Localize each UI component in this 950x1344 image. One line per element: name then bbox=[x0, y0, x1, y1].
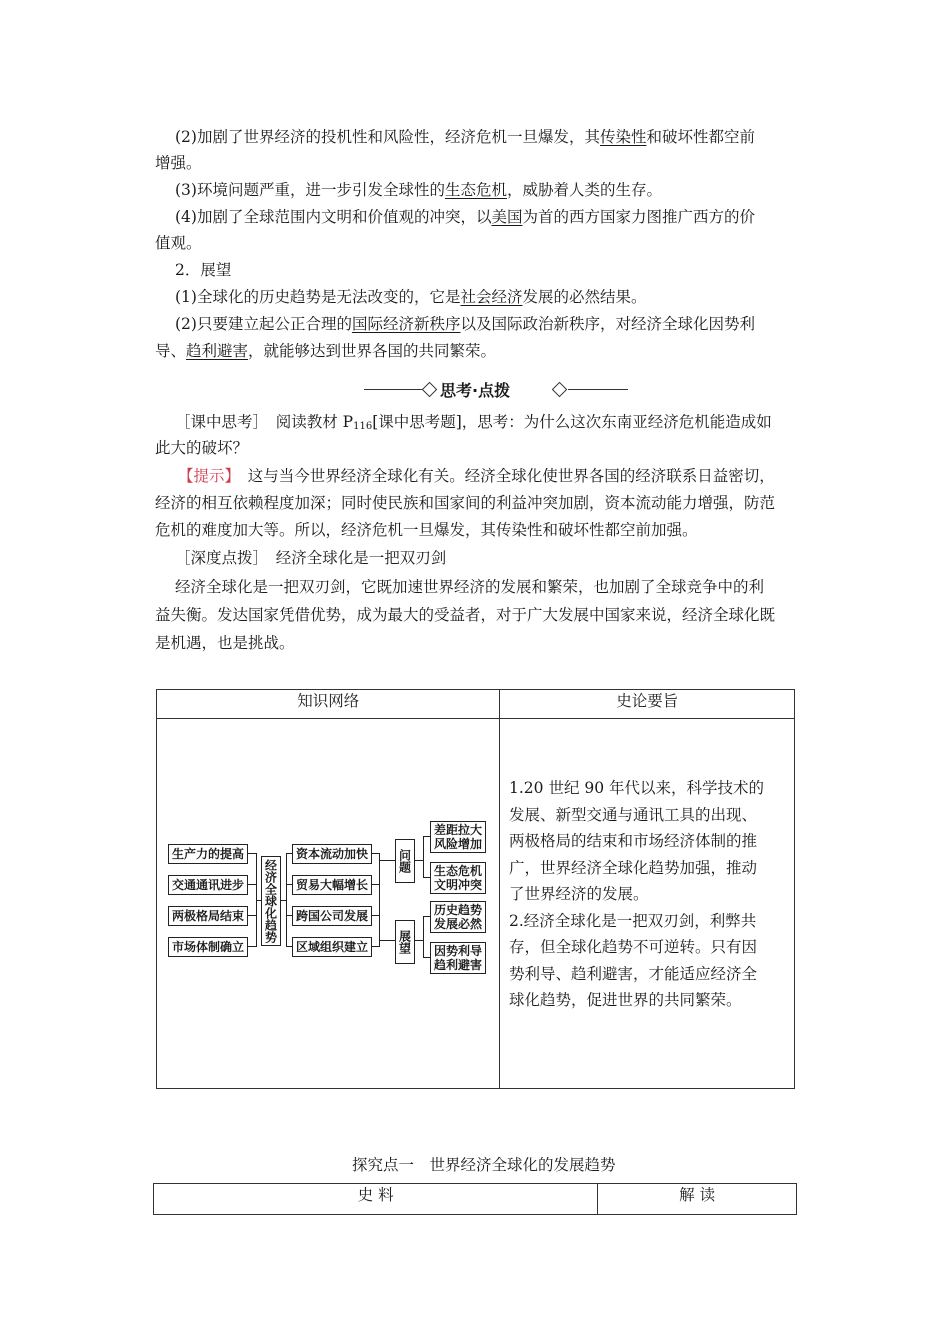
outlook-2-cont: 导、趋利避害，就能够达到世界各国的共同繁荣。 bbox=[155, 342, 497, 360]
think-question-cont: 此大的破坏？ bbox=[155, 439, 249, 457]
cause-box: 交通通讯进步 bbox=[168, 875, 248, 895]
table-header-summary: 史论要旨 bbox=[500, 690, 795, 719]
summary-line: 2.经济全球化是一把双刃剑，利弊共 bbox=[509, 911, 757, 930]
heading-outlook: 2．展望 bbox=[175, 261, 232, 279]
outlook-label-box: 展望 bbox=[395, 920, 415, 964]
trend-box: 跨国公司发展 bbox=[292, 906, 372, 926]
summary-line: 了世界经济的发展。 bbox=[509, 885, 649, 903]
hint-paragraph: 【提示】 这与当今世界经济全球化有关。经济全球化使世界各国的经济联系日益密切， bbox=[178, 467, 775, 485]
connector bbox=[423, 916, 430, 917]
paragraph-4: (4)加剧了全球范围内文明和价值观的冲突，以美国为首的西方国家力图推广西方的价 bbox=[175, 208, 755, 226]
connector bbox=[380, 860, 395, 861]
underline-term: 国际经济新秩序 bbox=[351, 315, 461, 333]
deep-line-1: 经济全球化是一把双刃剑，它既加速世界经济的发展和繁荣，也加剧了全球竞争中的利 bbox=[175, 578, 765, 596]
deep-line-3: 是机遇，也是挑战。 bbox=[155, 634, 295, 652]
connector bbox=[414, 940, 423, 941]
summary-line: 广，世界经济全球化趋势加强，推动 bbox=[509, 858, 758, 877]
paragraph-2-cont: 增强。 bbox=[155, 154, 202, 172]
paragraph-4-cont: 值观。 bbox=[155, 234, 202, 252]
diamond-icon bbox=[552, 382, 568, 398]
think-question: ［课中思考］ 阅读教材 $P_{116}$[课中思考题]，思考：为什么这次东南亚经济危机能造成如 bbox=[175, 413, 772, 432]
problem-label-box: 问题 bbox=[395, 839, 415, 883]
summary-text bbox=[509, 775, 764, 1014]
connector bbox=[423, 916, 424, 958]
outlook-2: (2)只要建立起公正合理的国际经济新秩序以及国际政治新秩序，对经济全球化因势利 bbox=[175, 315, 755, 333]
section-divider bbox=[364, 378, 630, 400]
connector bbox=[423, 877, 430, 878]
explore-title: 探究点一 世界经济全球化的发展趋势 bbox=[352, 1156, 616, 1174]
underline-term: 美国 bbox=[491, 208, 523, 226]
connector bbox=[371, 946, 379, 947]
explore-table bbox=[153, 1183, 797, 1215]
connector bbox=[247, 884, 256, 885]
divider-line-right bbox=[568, 389, 628, 390]
summary-line: 存，但全球化趋势不可逆转。只有因 bbox=[509, 938, 758, 956]
summary-line: 球化趋势，促进世界的共同繁荣。 bbox=[509, 991, 742, 1009]
table-header-network: 知识网络 bbox=[157, 690, 500, 719]
summary-line: 1.20 世纪 90 年代以来，科学技术的 bbox=[509, 779, 765, 797]
summary-line: 两极格局的结束和市场经济体制的推 bbox=[509, 832, 758, 850]
divider-line-left bbox=[364, 389, 424, 390]
hint-line-2: 经济的相互依赖程度加深；同时使民族和国家间的利益冲突加剧，资本流动能力增强，防范 bbox=[155, 494, 776, 512]
connector bbox=[380, 940, 395, 941]
connector bbox=[379, 853, 380, 947]
explore-col-reading: 解 读 bbox=[598, 1184, 797, 1215]
problem-box: 差距拉大风险增加 bbox=[430, 821, 486, 853]
deep-label: ［深度点拨］ 经济全球化是一把双刃剑 bbox=[175, 549, 447, 567]
connector bbox=[414, 860, 423, 861]
hint-label: 【提示】 bbox=[178, 467, 233, 485]
connector bbox=[247, 853, 256, 854]
connector bbox=[371, 884, 379, 885]
connector bbox=[247, 946, 256, 947]
outlook-box: 因势利导趋利避害 bbox=[430, 942, 486, 974]
connector bbox=[423, 836, 424, 878]
explore-col-source: 史 料 bbox=[154, 1184, 598, 1215]
connector bbox=[371, 853, 379, 854]
connector bbox=[286, 853, 287, 947]
diamond-icon bbox=[422, 382, 438, 398]
cause-box: 两极格局结束 bbox=[168, 906, 248, 926]
hint-line-3: 危机的难度加大等。所以，经济危机一旦爆发，其传染性和破坏性都空前加强。 bbox=[155, 521, 698, 539]
underline-term: 趋利避害 bbox=[186, 342, 249, 360]
trend-box: 区域组织建立 bbox=[292, 937, 372, 957]
connector bbox=[371, 915, 379, 916]
underline-term: 生态危机 bbox=[444, 181, 507, 199]
summary-line: 势利导、趋利避害，才能适应经济全 bbox=[509, 964, 758, 983]
connector bbox=[423, 957, 430, 958]
connector bbox=[423, 836, 430, 837]
section-title: 思考·点拨 bbox=[440, 381, 511, 400]
summary-line: 发展、新型交通与通讯工具的出现、 bbox=[509, 805, 758, 824]
paragraph-2: (2)加剧了世界经济的投机性和风险性，经济危机一旦爆发，其传染性和破坏性都空前 bbox=[175, 128, 755, 146]
cause-box: 市场体制确立 bbox=[168, 937, 248, 957]
connector bbox=[247, 915, 256, 916]
trend-box: 贸易大幅增长 bbox=[292, 875, 372, 895]
trend-box: 资本流动加快 bbox=[292, 844, 372, 864]
problem-box: 生态危机文明冲突 bbox=[430, 862, 486, 894]
underline-term: 传染性 bbox=[599, 128, 647, 146]
paragraph-3: (3)环境问题严重，进一步引发全球性的生态危机，威胁着人类的生存。 bbox=[175, 181, 662, 199]
center-box: 经济全球化趋势 bbox=[261, 856, 281, 946]
outlook-1: (1)全球化的历史趋势是无法改变的，它是社会经济发展的必然结果。 bbox=[175, 288, 647, 306]
deep-line-2: 益失衡。发达国家凭借优势，成为最大的受益者，对于广大发展中国家来说，经济全球化既 bbox=[155, 606, 776, 624]
underline-term: 社会经济 bbox=[460, 288, 523, 306]
outlook-box: 历史趋势发展必然 bbox=[430, 901, 486, 933]
cause-box: 生产力的提高 bbox=[168, 844, 248, 864]
